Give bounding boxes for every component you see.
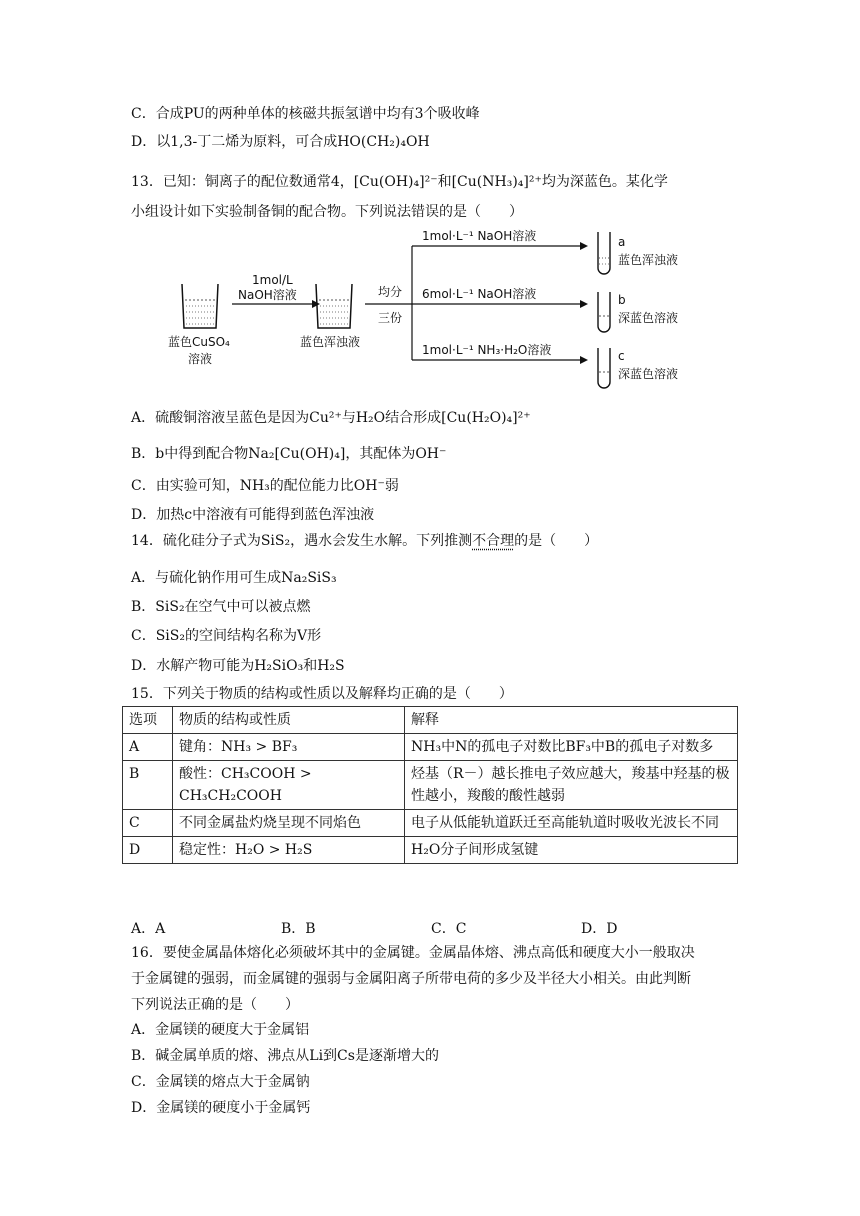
beaker-2 [316,284,352,328]
table-cell: H₂O分子间形成氢键 [405,837,738,864]
table-cell: C [123,810,173,837]
table-row [123,734,738,761]
q16-option-b: B．碱金属单质的熔、沸点从Li到Cs是逐渐增大的 [131,1048,439,1064]
q15-stem: 15．下列关于物质的结构或性质以及解释均正确的是（ ） [131,686,513,702]
q15-answer-a: A．A [131,921,166,937]
q14-option-b: B．SiS₂在空气中可以被点燃 [131,599,311,615]
beaker1-label2: 溶液 [188,352,213,366]
branch-c-reagent: 1mol·L⁻¹ NH₃·H₂O溶液 [422,343,552,357]
beaker-1 [182,284,218,328]
tube-a-letter: a [618,235,626,249]
arrow1-label2: NaOH溶液 [238,288,297,302]
q15-answer-options [131,918,731,938]
table-cell: D [123,837,173,864]
table-header-option: 选项 [123,707,173,734]
table-cell: 酸性：CH₃COOH > CH₃CH₂COOH [173,761,405,810]
arrow1-label1: 1mol/L [252,273,293,287]
q14-stem-emphasis: 不合理 [472,533,515,549]
q16-stem-line3: 下列说法正确的是（ ） [131,997,299,1013]
q14-stem [131,531,598,551]
tube-b-result: 深蓝色溶液 [618,311,679,325]
beaker2-label: 蓝色浑浊液 [300,335,361,349]
q15-answer-d: D．D [581,921,618,937]
q16-option-a: A．金属镁的硬度大于金属铝 [131,1022,310,1038]
q14-option-d: D．水解产物可能为H₂SiO₃和H₂S [131,658,345,674]
q15-answer-c: C．C [431,921,467,937]
q13-experiment-diagram [160,224,720,394]
branch-b-reagent: 6mol·L⁻¹ NaOH溶液 [422,287,537,301]
table-cell: 烃基（R－）越长推电子效应越大，羧基中羟基的极性越小，羧酸的酸性越弱 [405,761,738,810]
tube-c-result: 深蓝色溶液 [618,367,679,381]
q16-stem-line2: 于金属键的强弱，而金属键的强弱与金属阳离子所带电荷的多少及半径大小相关。由此判断 [131,971,691,987]
q13-option-c: C．由实验可知，NH₃的配位能力比OH⁻弱 [131,478,399,494]
branch-a-reagent: 1mol·L⁻¹ NaOH溶液 [422,229,537,243]
q14-stem-before: 14．硫化硅分子式为SiS₂，遇水会发生水解。下列推测 [131,533,473,549]
beaker1-label1: 蓝色CuSO₄ [168,335,230,349]
table-cell: 不同金属盐灼烧呈现不同焰色 [173,810,405,837]
table-cell: 键角：NH₃ > BF₃ [173,734,405,761]
table-cell: A [123,734,173,761]
table-header-row [123,707,738,734]
table-row [123,837,738,864]
q12-option-c: C．合成PU的两种单体的核磁共振氢谱中均有3个吸收峰 [131,106,480,122]
q15-answer-b: B．B [281,921,316,937]
test-tube-c [598,348,610,388]
table-header-property: 物质的结构或性质 [173,707,405,734]
q16-option-c: C．金属镁的熔点大于金属钠 [131,1074,310,1090]
q13-option-b: B．b中得到配合物Na₂[Cu(OH)₄]，其配体为OH⁻ [131,446,447,462]
q14-option-a: A．与硫化钠作用可生成Na₂SiS₃ [131,570,337,586]
test-tube-b [598,292,610,332]
q13-stem-line2: 小组设计如下实验制备铜的配合物。下列说法错误的是（ ） [131,204,523,220]
q13-option-a: A．硫酸铜溶液呈蓝色是因为Cu²⁺与H₂O结合形成[Cu(H₂O)₄]²⁺ [131,410,531,426]
split-label1: 均分 [378,285,403,299]
table-cell: 稳定性：H₂O > H₂S [173,837,405,864]
table-cell: B [123,761,173,810]
test-tube-a [598,232,610,274]
tube-b-letter: b [618,293,626,307]
q16-option-d: D．金属镁的硬度小于金属钙 [131,1100,311,1116]
q14-stem-after: 的是（ ） [514,533,599,549]
q14-option-c: C．SiS₂的空间结构名称为V形 [131,628,322,644]
q12-option-d: D．以1,3-丁二烯为原料，可合成HO(CH₂)₄OH [131,134,430,150]
q13-option-d: D．加热c中溶液有可能得到蓝色浑浊液 [131,507,375,523]
tube-a-result: 蓝色浑浊液 [618,253,679,267]
q15-table [122,706,738,864]
tube-c-letter: c [618,349,625,363]
table-header-explanation: 解释 [405,707,738,734]
table-cell: NH₃中N的孤电子对数比BF₃中B的孤电子对数多 [405,734,738,761]
table-cell: 电子从低能轨道跃迁至高能轨道时吸收光波长不同 [405,810,738,837]
q16-stem-line1: 16．要使金属晶体熔化必须破坏其中的金属键。金属晶体熔、沸点高低和硬度大小一般取决 [131,945,695,961]
table-row [123,810,738,837]
split-label2: 三份 [378,311,403,325]
table-row [123,761,738,810]
q13-stem-line1: 13．已知：铜离子的配位数通常4，[Cu(OH)₄]²⁻和[Cu(NH₃)₄]²⁺均为深蓝色。某化学 [131,174,668,190]
